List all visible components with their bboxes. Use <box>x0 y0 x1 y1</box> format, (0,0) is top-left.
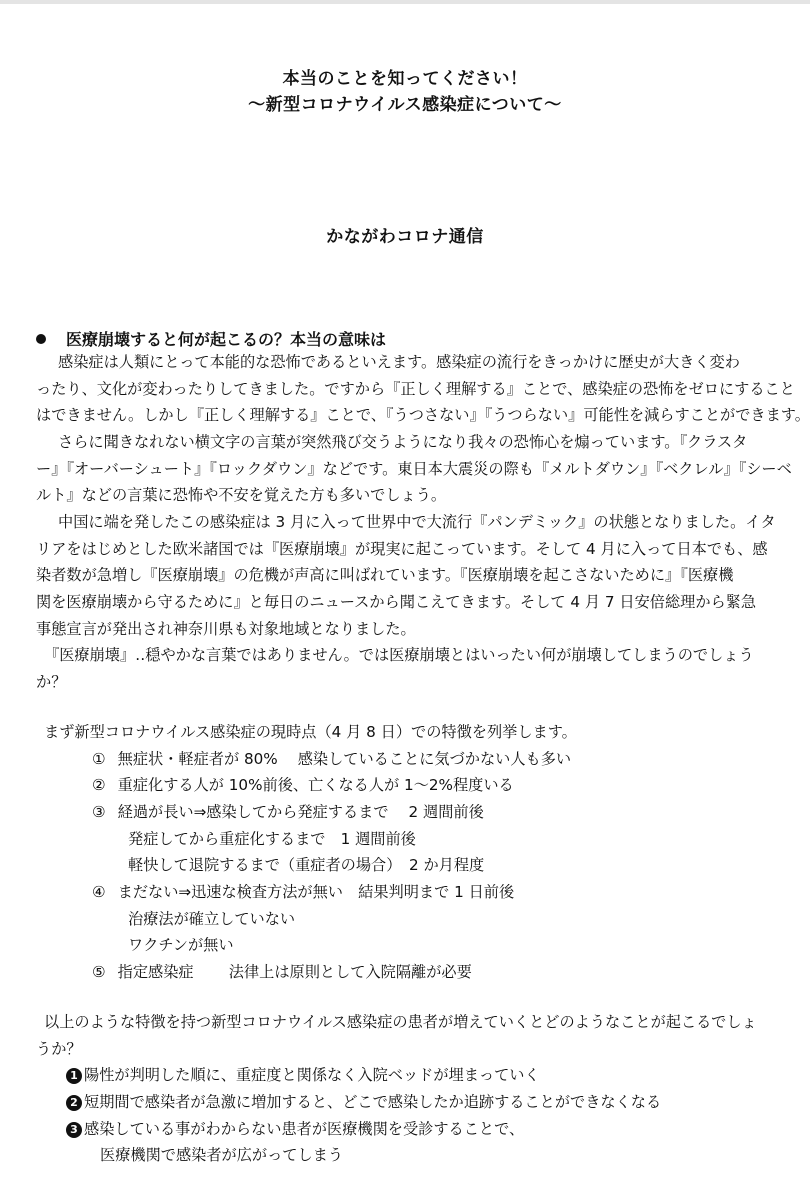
features-intro: まず新型コロナウイルス感染症の現時点（4 月 8 日）での特徴を列挙します。 <box>44 723 577 741</box>
bullet-icon <box>36 334 46 344</box>
filled-number-icon: 3 <box>66 1122 82 1138</box>
feature-subitem: 発症してから重症化するまで 1 週間前後 <box>128 830 416 848</box>
feature-item <box>92 775 514 795</box>
paragraph-line: か？ <box>36 673 67 691</box>
consequence-item <box>66 1065 540 1085</box>
paragraph-line: さらに聞きなれない横文字の言葉が突然飛び交うようになり我々の恐怖心を煽っています。『クラスタ <box>58 433 748 451</box>
paragraph-line: ったり、文化が変わったりしてきました。ですから『正しく理解する』ことで、感染症の恐怖をゼロにすること <box>36 380 795 398</box>
feature-item <box>92 749 571 769</box>
feature-number: ② <box>92 776 106 794</box>
paragraph-line: 関を医療崩壊から守るために』と毎日のニュースから聞こえてきます。そして 4 月 7 日安倍総理から緊急 <box>36 593 757 611</box>
feature-number: ① <box>92 750 106 768</box>
filled-number-icon: 2 <box>66 1095 82 1111</box>
paragraph-line: リアをはじめとした欧米諸国では『医療崩壊』が現実に起こっています。そして 4 月に入って日本でも、感 <box>36 540 768 558</box>
feature-item <box>92 962 472 982</box>
filled-number-icon: 1 <box>66 1068 82 1084</box>
feature-text: まだない⇒迅速な検査方法が無い 結果判明まで 1 日前後 <box>117 883 515 901</box>
feature-number: ④ <box>92 883 106 901</box>
consequence-text: 陽性が判明した順に、重症度と関係なく入院ベッドが埋まっていく <box>84 1066 540 1084</box>
consequence-item <box>66 1119 524 1139</box>
feature-item <box>92 802 484 822</box>
consequence-text: 感染している事がわからない患者が医療機関を受診することで、 <box>84 1120 525 1138</box>
paragraph-line: はできません。しかし『正しく理解する』ことで、『うつさない』『うつらない』可能性を減らすことができます。 <box>36 406 810 424</box>
paragraph-line: ー』『オーバーシュート』『ロックダウン』などです。東日本大震災の際も『メルトダウン』『ベクレル』『シーベ <box>36 460 792 478</box>
feature-subitem: ワクチンが無い <box>128 936 234 954</box>
title-line-2: ～新型コロナウイルス感染症について～ <box>248 95 562 115</box>
paragraph-line: 感染症は人類にとって本能的な恐怖であるといえます。感染症の流行をきっかけに歴史が大きく変わ <box>58 353 740 371</box>
feature-item <box>92 882 514 902</box>
paragraph-line: 染者数が急増し『医療崩壊』の危機が声高に叫ばれています。『医療崩壊を起こさないために』『医療機 <box>36 566 734 584</box>
consequence-intro: 以上のような特徴を持つ新型コロナウイルス感染症の患者が増えていくとどのようなことが起こるでしょ <box>44 1013 757 1031</box>
paragraph-line: 中国に端を発したこの感染症は 3 月に入って世界中で大流行『パンデミック』の状態となりました。イタ <box>58 513 776 531</box>
consequence-intro: うか？ <box>36 1040 82 1058</box>
paragraph-line: 『医療崩壊』‥穏やかな言葉ではありません。では医療崩壊とはいったい何が崩壊してしまうのでしょう <box>44 646 754 664</box>
title-line-1: 本当のことを知ってください！ <box>282 69 528 89</box>
consequence-continuation: 医療機関で感染者が広がってしまう <box>100 1146 343 1164</box>
feature-subitem: 治療法が確立していない <box>128 910 296 928</box>
consequence-item <box>66 1092 661 1112</box>
feature-text: 無症状・軽症者が 80% 感染していることに気づかない人も多い <box>117 750 572 768</box>
section-heading-text: 医療崩壊すると何が起こるの？本当の意味は <box>66 330 387 349</box>
feature-text: 指定感染症 法律上は原則として入院隔離が必要 <box>117 963 472 981</box>
section-heading <box>36 327 386 350</box>
newsletter-title: かながわコロナ通信 <box>326 227 484 247</box>
feature-text: 重症化する人が 10%前後、亡くなる人が 1～2%程度いる <box>117 776 514 794</box>
consequence-text: 短期間で感染者が急激に増加すると、どこで感染したか追跡することができなくなる <box>84 1093 662 1111</box>
feature-text: 経過が長い⇒感染してから発症するまで 2 週間前後 <box>117 803 484 821</box>
paragraph-line: 事態宣言が発出され神奈川県も対象地域となりました。 <box>36 620 416 638</box>
feature-number: ⑤ <box>92 963 106 981</box>
feature-number: ③ <box>92 803 106 821</box>
paragraph-line: ルト』などの言葉に恐怖や不安を覚えた方も多いでしょう。 <box>36 486 447 504</box>
feature-subitem: 軽快して退院するまで（重症者の場合） 2 か月程度 <box>128 856 485 874</box>
